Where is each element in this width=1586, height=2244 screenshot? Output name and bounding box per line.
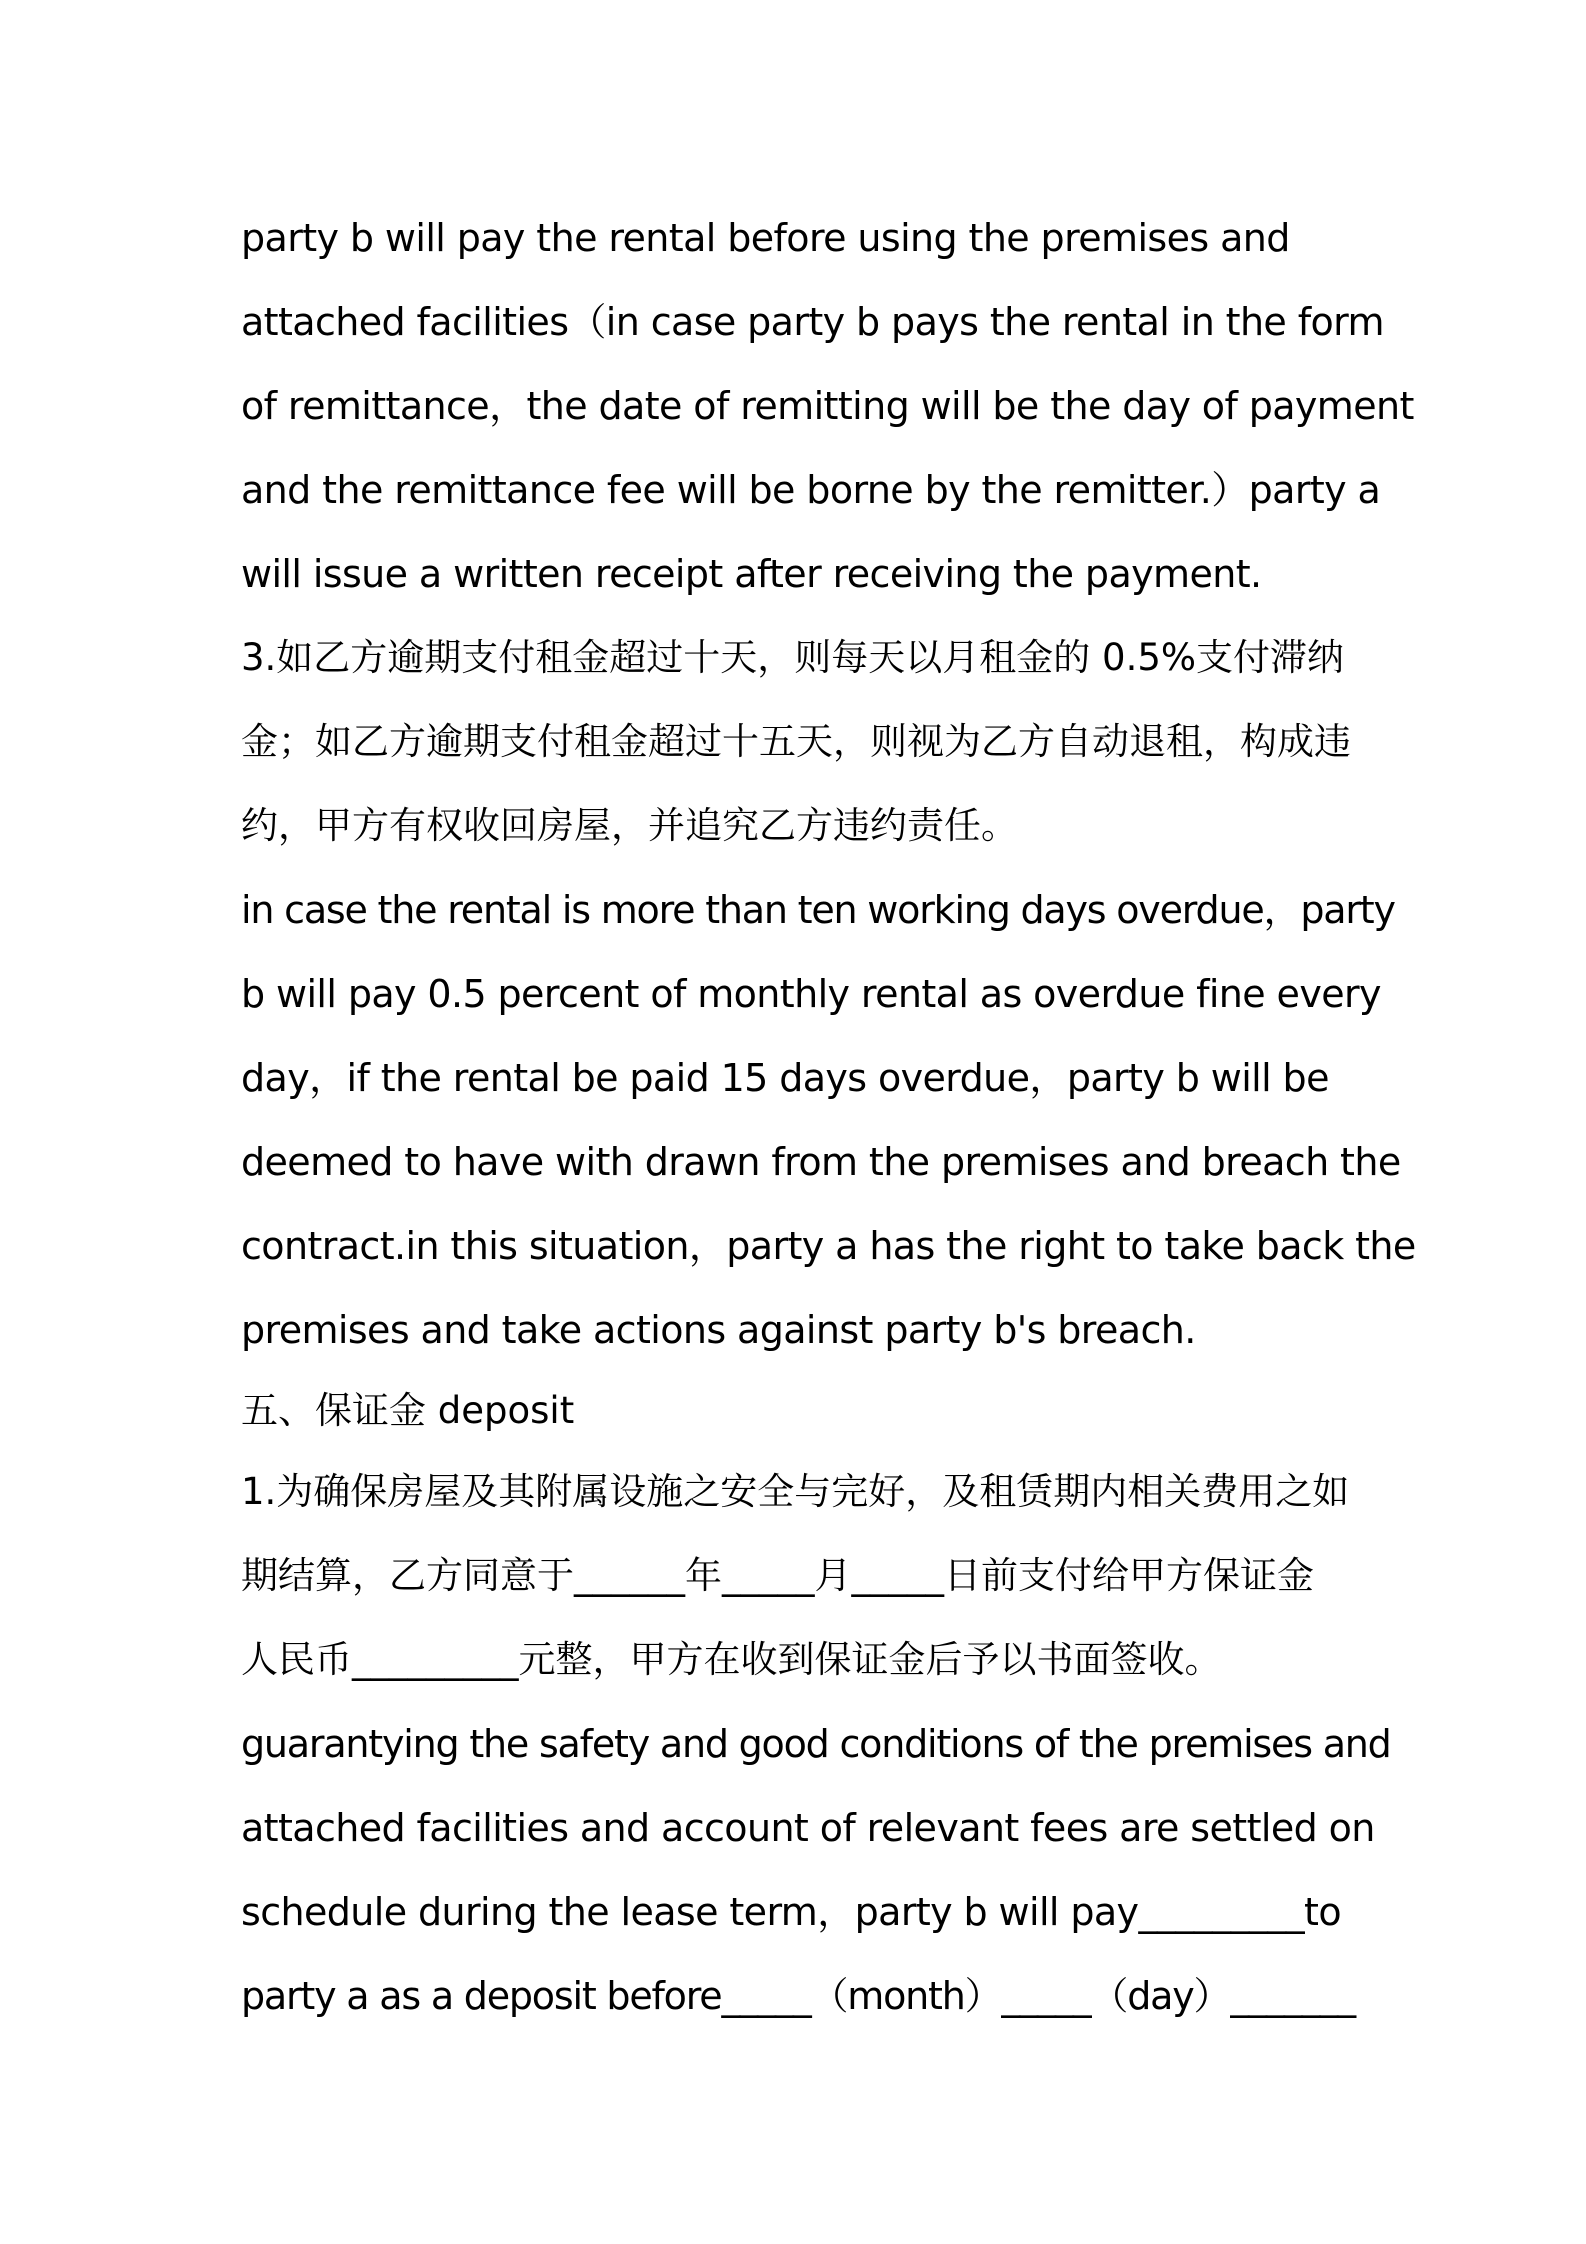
text-line: of remittance，the date of remitting will be the day of payment — [241, 384, 1414, 428]
text-line: schedule during the lease term，party b will pay_________to — [241, 1890, 1341, 1934]
text-line: day，if the rental be paid 15 days overdue，party b will be — [241, 1056, 1329, 1100]
text-line: party a as a deposit before_____（month）_____（day）_______ — [241, 1974, 1355, 2018]
text-line: 金；如乙方逾期支付租金超过十五天，则视为乙方自动退租，构成违 — [241, 720, 1351, 763]
text-line: 人民币_________元整，甲方在收到保证金后予以书面签收。 — [241, 1638, 1222, 1681]
text-line: will issue a written receipt after receiving the payment. — [241, 552, 1262, 596]
text-line: party b will pay the rental before using the premises and — [241, 216, 1290, 260]
text-line: contract.in this situation，party a has the right to take back the — [241, 1224, 1416, 1268]
text-line: premises and take actions against party b's breach. — [241, 1308, 1196, 1352]
text-line: attached facilities（in case party b pays the rental in the form — [241, 300, 1384, 344]
text-line: 期结算，乙方同意于______年_____月_____日前支付给甲方保证金 — [241, 1554, 1314, 1597]
document-page — [241, 196, 1416, 2038]
text-line: 1.为确保房屋及其附属设施之安全与完好，及租赁期内相关费用之如 — [241, 1470, 1350, 1513]
text-line: b will pay 0.5 percent of monthly rental as overdue fine every — [241, 972, 1381, 1016]
text-line: 约，甲方有权收回房屋，并追究乙方违约责任。 — [241, 804, 1018, 847]
text-line: 3.如乙方逾期支付租金超过十天，则每天以月租金的 0.5%支付滞纳 — [241, 636, 1345, 679]
section-heading: 五、保证金 deposit — [241, 1389, 575, 1432]
text-line: guarantying the safety and good conditions of the premises and — [241, 1722, 1391, 1766]
text-line: attached facilities and account of relevant fees are settled on — [241, 1806, 1375, 1850]
text-line: in case the rental is more than ten working days overdue，party — [241, 888, 1395, 932]
text-line: and the remittance fee will be borne by the remitter.）party a — [241, 468, 1381, 512]
text-line: deemed to have with drawn from the premises and breach the — [241, 1140, 1401, 1184]
